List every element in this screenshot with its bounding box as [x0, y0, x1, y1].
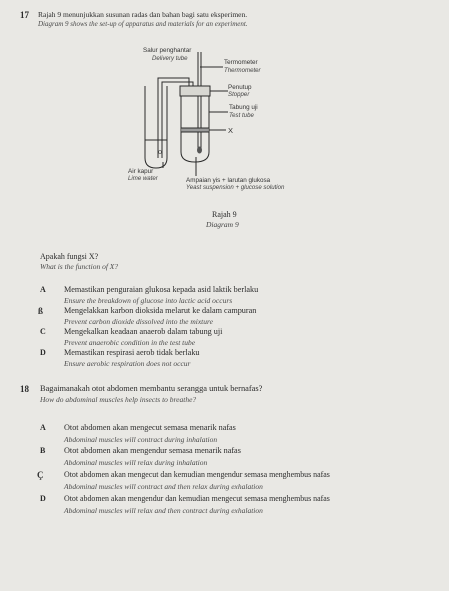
q18-option-letter-d[interactable]: D: [40, 494, 46, 503]
stopper: [180, 86, 210, 96]
q18-answer-tick-mark: Ç: [37, 470, 44, 480]
q18-option-letter-b[interactable]: B: [40, 446, 46, 455]
q17-option-letter-d[interactable]: D: [40, 348, 46, 357]
q18-option-d-ms[interactable]: Otot abdomen akan mengendur dan kemudian mengecut semasa menghembus nafas: [64, 494, 330, 503]
q17-option-d-ms[interactable]: Memastikan respirasi aerob tidak berlaku: [64, 348, 200, 357]
q17-option-c-ms[interactable]: Mengekalkan keadaan anaerob dalam tabung uji: [64, 327, 223, 336]
q17-option-letter-a[interactable]: A: [40, 285, 46, 294]
q18-option-d-en: Abdominal muscles will relax and then contract during exhalation: [64, 506, 263, 515]
label-stopper-ms: Penutup: [228, 84, 252, 91]
q18-option-a-en: Abdominal muscles will contract during inhalation: [64, 435, 218, 444]
q18-option-b-en: Abdominal muscles will relax during inhalation: [64, 458, 208, 467]
thermometer-bulb: [197, 147, 202, 154]
q17-option-a-en: Ensure the breakdown of glucose into lactic acid occurs: [64, 296, 233, 305]
question-17-stem-ms: Apakah fungsi X?: [40, 252, 99, 261]
label-testtube-en: Test tube: [229, 112, 254, 119]
question-18-stem-en: How do abdominal muscles help insects to breathe?: [40, 395, 197, 404]
q17-option-letter-c[interactable]: C: [40, 327, 46, 336]
label-testtube-ms: Tabung uji: [229, 104, 258, 111]
label-lime-en: Lime water: [128, 175, 158, 182]
q17-answer-tick-mark: ß: [38, 306, 44, 316]
question-17-number: 17: [20, 10, 29, 20]
label-delivery-en: Delivery tube: [152, 55, 188, 62]
thermometer: [198, 52, 201, 148]
label-delivery-ms: Salur penghantar: [143, 47, 192, 54]
q17-option-d-en: Ensure aerobic respiration does not occur: [64, 359, 191, 368]
diagram-caption-en: Diagram 9: [206, 220, 239, 229]
question-18-stem-ms: Bagaimanakah otot abdomen membantu serangga untuk bernafas?: [40, 384, 263, 393]
q18-option-b-ms[interactable]: Otot abdomen akan mengendur semasa menarik nafas: [64, 446, 241, 455]
x-layer: [182, 129, 208, 132]
label-thermometer-ms: Termometer: [224, 59, 258, 66]
bubble: [159, 151, 162, 154]
q18-option-letter-a[interactable]: A: [40, 423, 46, 432]
experiment-diagram: [0, 0, 449, 200]
q17-option-a-ms[interactable]: Memastikan penguraian glukosa kepada asid laktik berlaku: [64, 285, 259, 294]
diagram-caption-ms: Rajah 9: [212, 210, 237, 219]
q17-option-b-ms[interactable]: Mengelakkan karbon dioksida melarut ke dalam campuran: [64, 306, 257, 315]
q17-option-c-en: Prevent anaerobic condition in the test tube: [64, 338, 196, 347]
question-18-number: 18: [20, 384, 29, 394]
label-stopper-en: Stopper: [228, 91, 250, 98]
label-lime-ms: Air kapur: [128, 168, 154, 175]
label-yeast-ms: Ampaian yis + larutan glukosa: [186, 177, 271, 184]
label-thermometer-en: Thermometer: [224, 67, 261, 74]
label-x: X: [228, 126, 234, 135]
q18-option-c-en: Abdominal muscles will contract and then relax during exhalation: [64, 482, 263, 491]
q18-option-c-ms[interactable]: Otot abdomen akan mengecut dan kemudian mengendur semasa menghembus nafas: [64, 470, 330, 479]
label-yeast-en: Yeast suspension + glucose solution: [186, 184, 285, 191]
q18-option-a-ms[interactable]: Otot abdomen akan mengecut semasa menarik nafas: [64, 423, 236, 432]
question-17-intro-ms: Rajah 9 menunjukkan susunan radas dan bahan bagi satu eksperimen.: [38, 10, 248, 19]
question-17-intro-en: Diagram 9 shows the set-up of apparatus and materials for an experiment.: [38, 20, 248, 28]
lime-water-tube: [145, 86, 167, 168]
q17-option-b-en: Prevent carbon dioxide dissolved into the mixture: [64, 317, 213, 326]
question-17-stem-en: What is the function of X?: [40, 262, 119, 271]
yeast-test-tube: [181, 88, 209, 162]
